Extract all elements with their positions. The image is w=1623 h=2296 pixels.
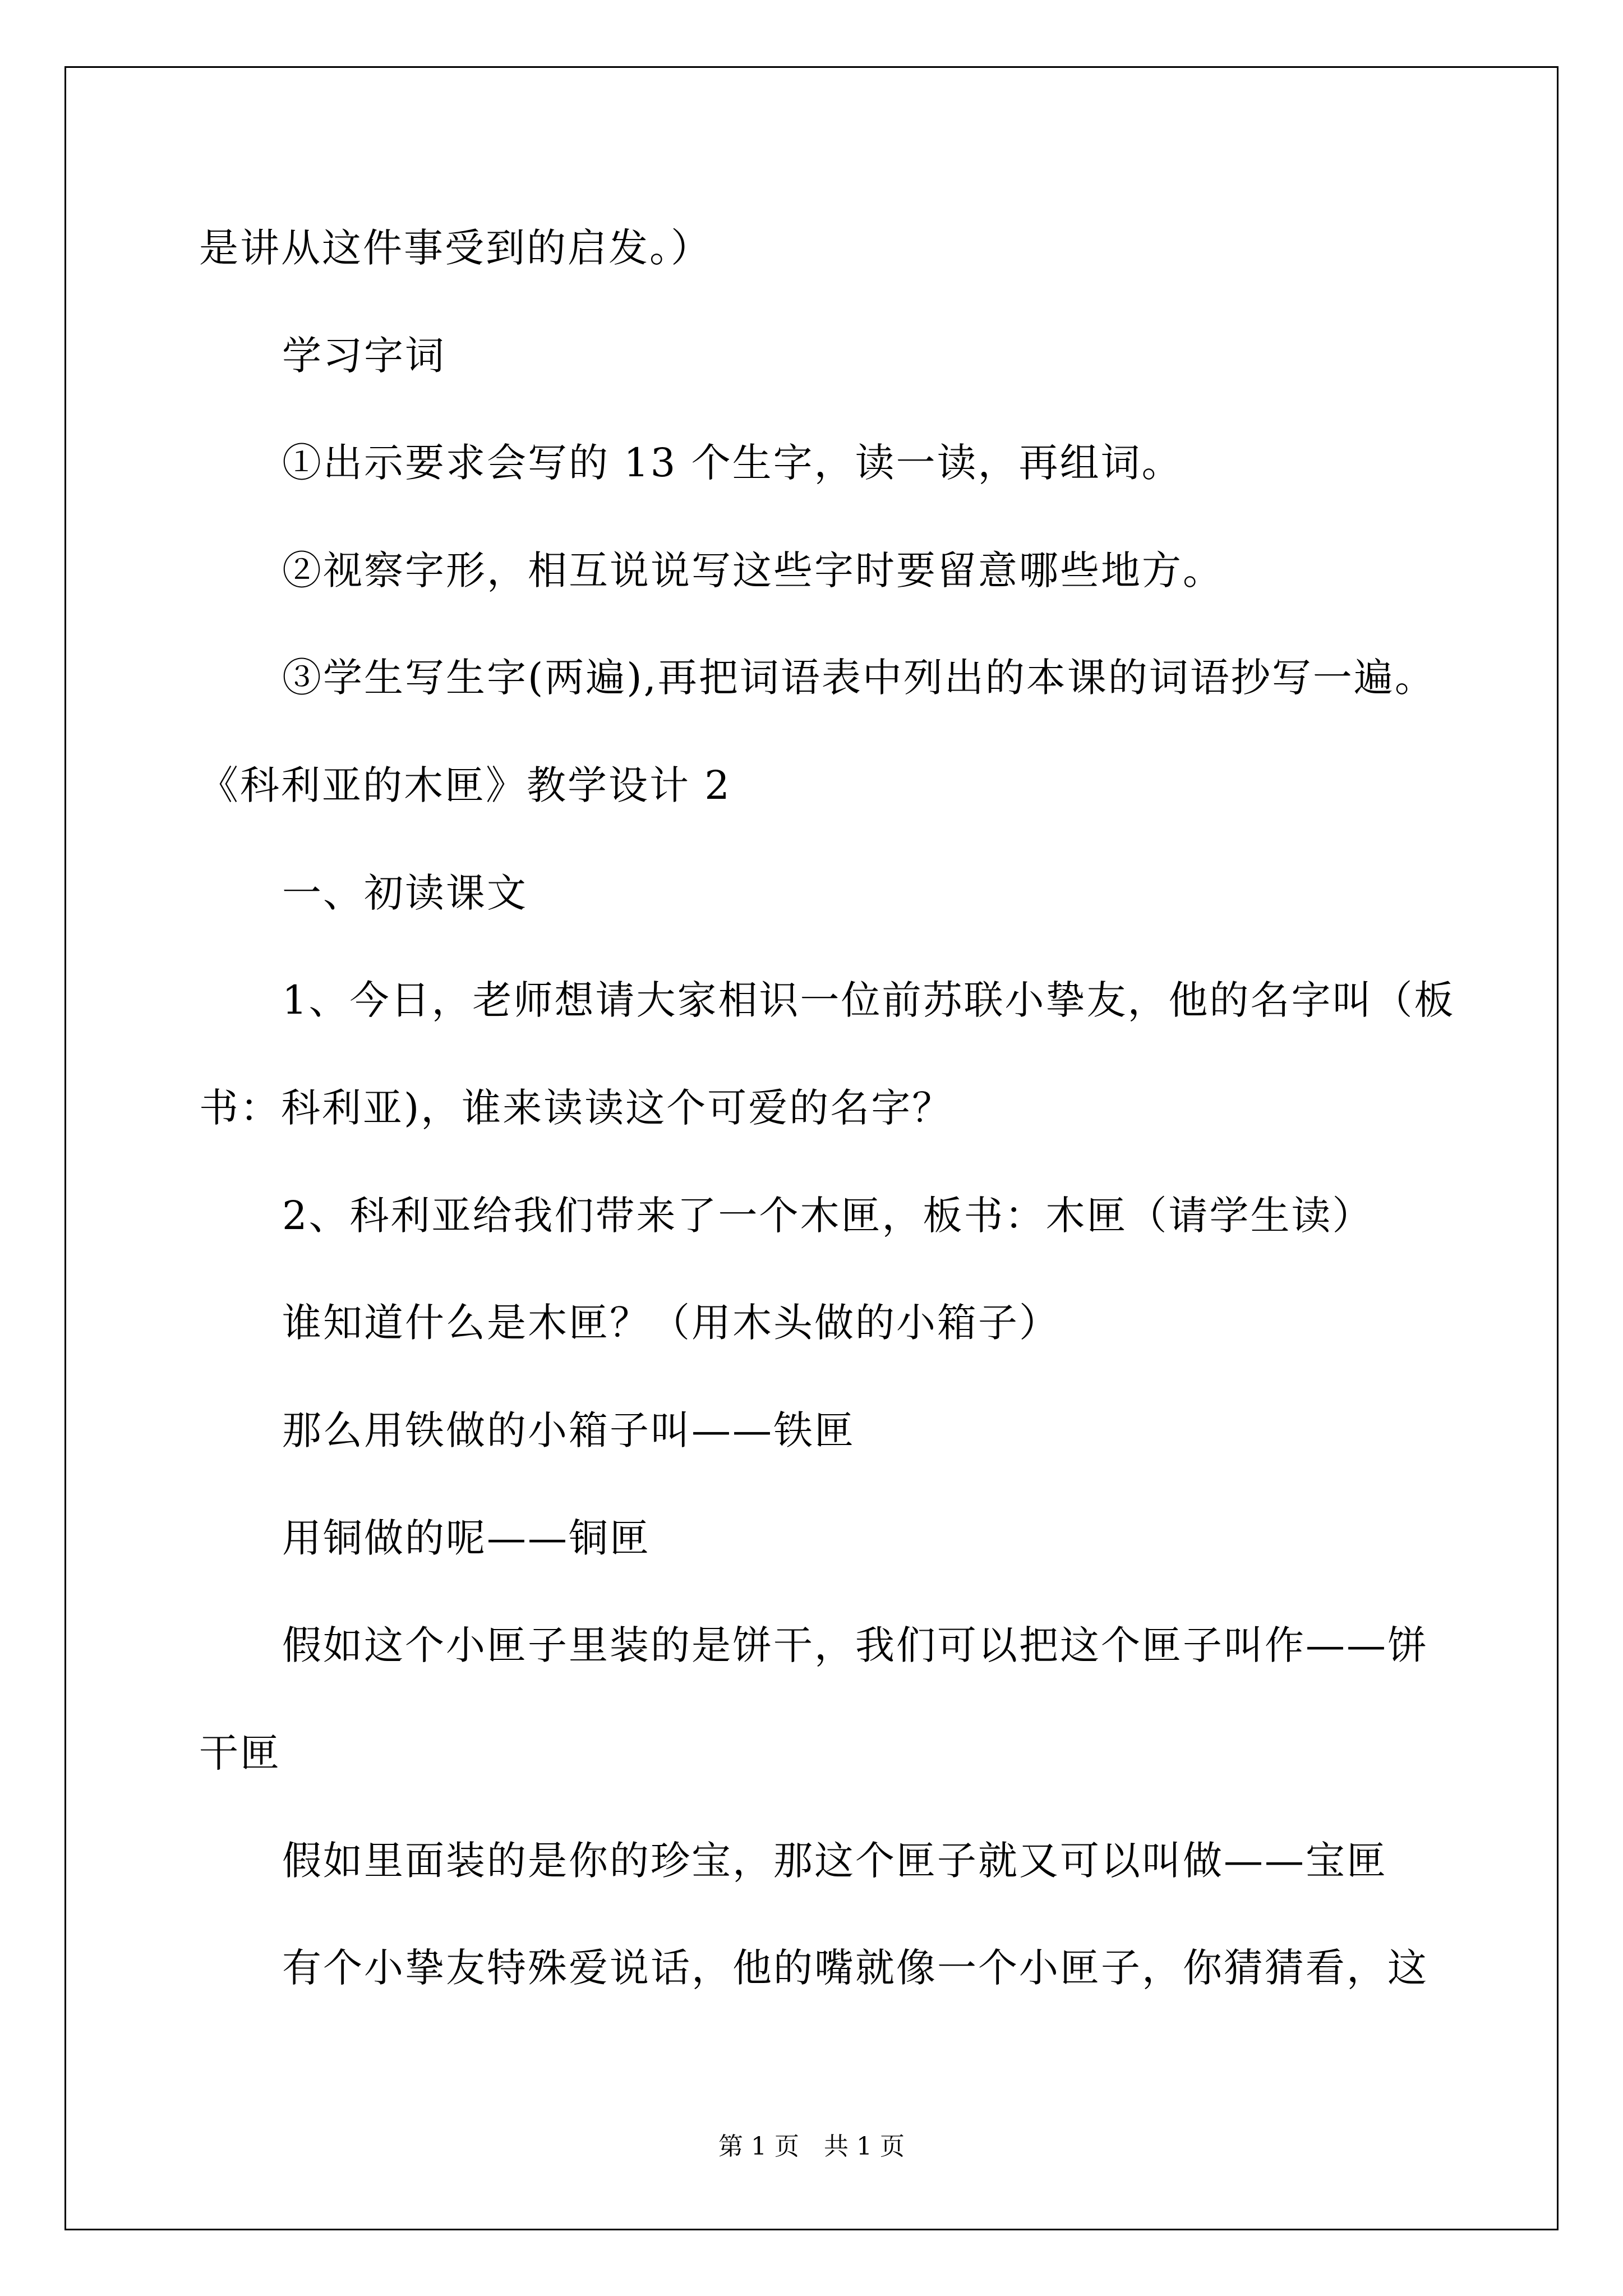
page-border: [64, 66, 1559, 2230]
text-line-8: 1、今日，老师想请大家相识一位前苏联小挚友，他的名字叫（板: [282, 977, 1455, 1023]
text-line-4: ②视察字形，相互说说写这些字时要留意哪些地方。: [282, 547, 1224, 593]
text-line-9: 书：科利亚)，谁来读读这个可爱的名字？: [199, 1085, 953, 1131]
text-line-1: 是讲从这件事受到的启发。）: [199, 225, 712, 271]
page-footer: 第 1 页 共 1 页: [718, 2132, 905, 2161]
section-heading-first-reading: 一、初读课文: [282, 870, 528, 916]
text-line-3: ①出示要求会写的 13 个生字，读一读，再组词。: [282, 440, 1183, 486]
text-line-10: 2、科利亚给我们带来了一个木匣，板书：木匣（请学生读）: [282, 1193, 1373, 1239]
text-line-17: 有个小挚友特殊爱说话，他的嘴就像一个小匣子，你猜猜看，这: [282, 1945, 1428, 1991]
text-line-12: 那么用铁做的小箱子叫——铁匣: [282, 1407, 855, 1453]
design-title: 《科利亚的木匣》教学设计 2: [199, 762, 731, 808]
text-line-13: 用铜做的呢——铜匣: [282, 1515, 651, 1561]
text-line-5: ③学生写生字(两遍),再把词语表中列出的本课的词语抄写一遍。: [282, 655, 1436, 701]
text-line-14: 假如这个小匣子里装的是饼干，我们可以把这个匣子叫作——饼: [282, 1622, 1428, 1668]
text-line-15: 干匣: [199, 1730, 281, 1776]
text-line-11: 谁知道什么是木匣？（用木头做的小箱子）: [282, 1300, 1060, 1346]
section-heading-study-words: 学习字词: [282, 333, 446, 379]
text-line-16: 假如里面装的是你的珍宝，那这个匣子就又可以叫做——宝匣: [282, 1838, 1387, 1884]
